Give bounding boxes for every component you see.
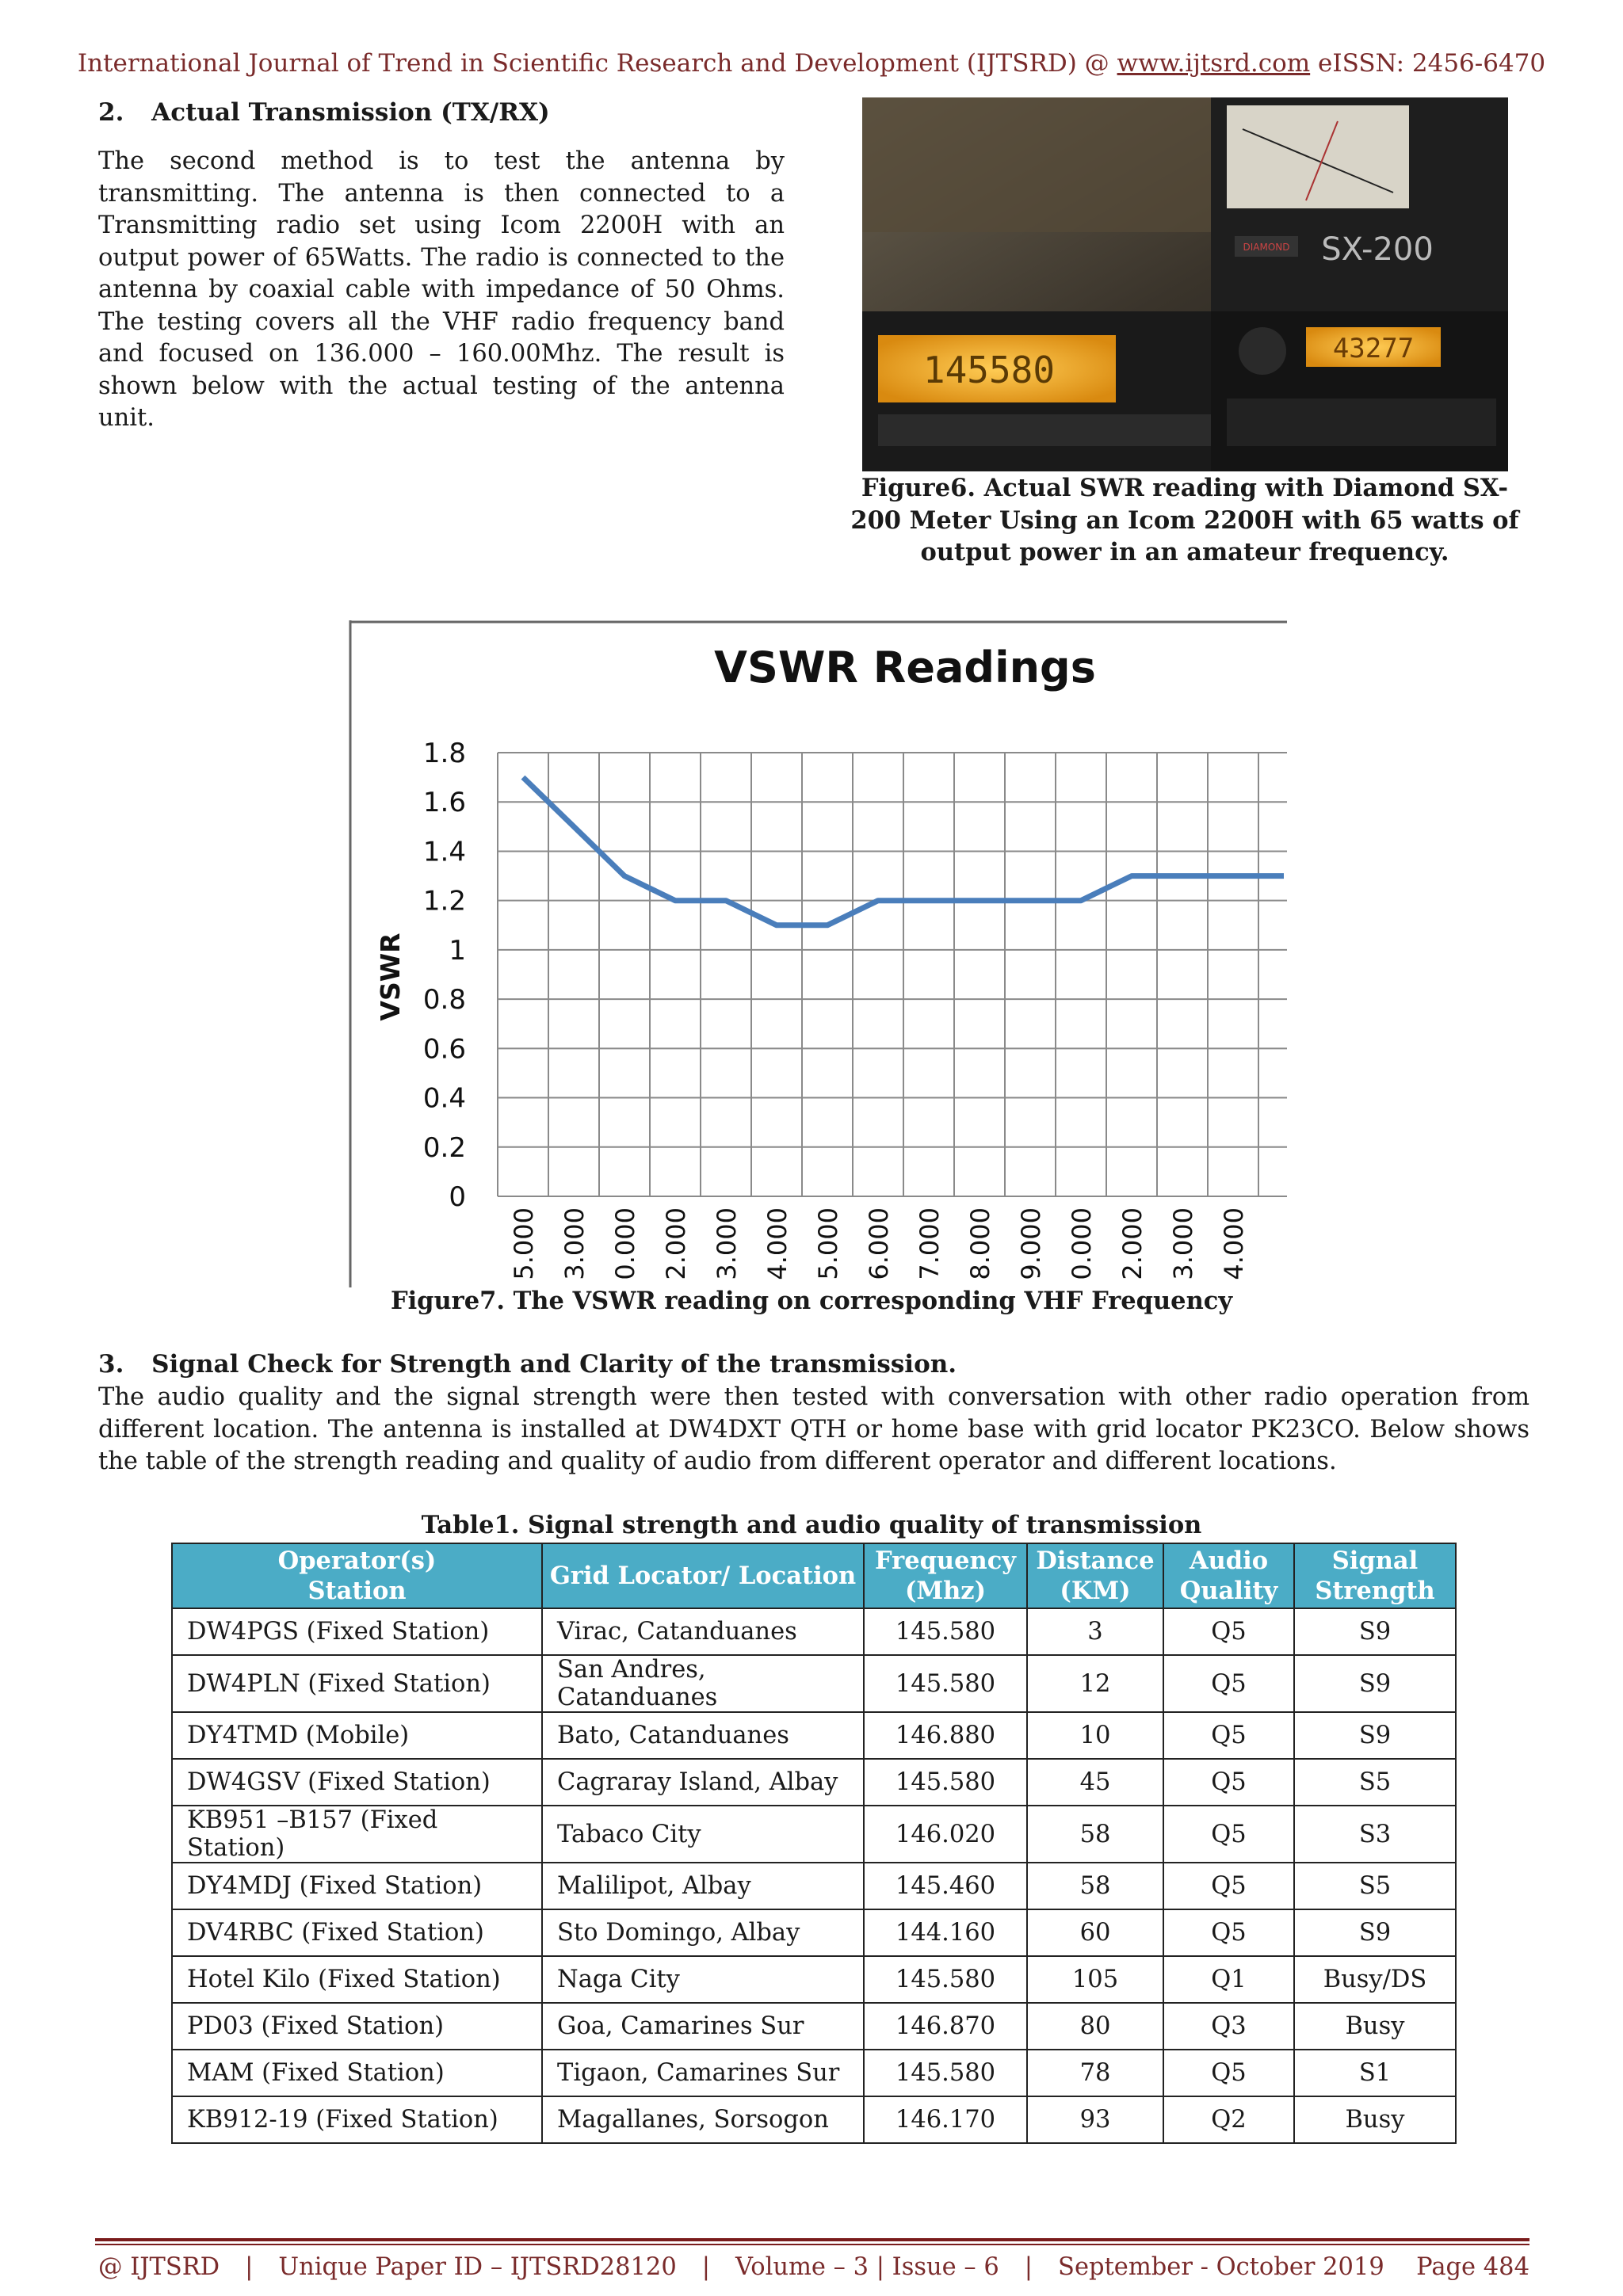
figure6-caption: Figure6. Actual SWR reading with Diamond SX-200 Meter Using an Icom 2200H with 65 watts of output power in an amateur frequency.	[850, 474, 1519, 566]
header-signal-line2: Strength	[1315, 1577, 1435, 1605]
journal-name: International Journal of Trend in Scientific Research and Development (IJTSRD) @	[77, 49, 1109, 78]
radio2-display: 43277	[1332, 333, 1415, 364]
frequency-cell: 146.170	[864, 2096, 1027, 2143]
audio-cell: Q3	[1163, 2003, 1294, 2050]
footer-rule	[95, 2238, 1529, 2241]
signal-table	[171, 1543, 1457, 2144]
section2-heading	[98, 98, 550, 127]
distance-cell: 10	[1027, 1712, 1163, 1759]
frequency-cell: 146.870	[864, 2003, 1027, 2050]
table-row	[172, 1712, 1456, 1759]
audio-cell: Q5	[1163, 1806, 1294, 1863]
table-row	[172, 1909, 1456, 1956]
distance-cell: 60	[1027, 1909, 1163, 1956]
table-row	[172, 1863, 1456, 1909]
audio-cell: Q5	[1163, 1608, 1294, 1655]
operator-cell: DY4MDJ (Fixed Station)	[172, 1863, 542, 1909]
footer-left: @ IJTSRD	[98, 2253, 220, 2281]
header-distance-line2: (KM)	[1060, 1577, 1131, 1605]
table-row	[172, 1655, 1456, 1712]
location-cell: Tigaon, Camarines Sur	[542, 2050, 864, 2096]
radio-photo	[862, 97, 1508, 471]
signal-cell: Busy/DS	[1294, 1956, 1456, 2003]
chart-y-tick-label: 1.2	[422, 885, 466, 917]
vswr-chart	[349, 620, 1287, 1287]
table-row	[172, 1608, 1456, 1655]
distance-cell: 12	[1027, 1655, 1163, 1712]
distance-cell: 58	[1027, 1806, 1163, 1863]
operator-cell: KB951 –B157 (Fixed Station)	[172, 1806, 542, 1863]
operator-cell: KB912-19 (Fixed Station)	[172, 2096, 542, 2143]
header-audio-line2: Quality	[1179, 1577, 1278, 1605]
chart-y-tick-label: 1.6	[422, 787, 466, 819]
header-location-line1: Grid Locator/ Location	[549, 1562, 857, 1590]
chart-y-tick-label: 1	[449, 934, 466, 967]
signal-cell: Busy	[1294, 2096, 1456, 2143]
distance-cell: 93	[1027, 2096, 1163, 2143]
signal-cell: Busy	[1294, 2003, 1456, 2050]
operator-cell: DY4TMD (Mobile)	[172, 1712, 542, 1759]
chart-x-tick-label: 4.000	[1219, 1207, 1249, 1280]
operator-cell: DW4GSV (Fixed Station)	[172, 1759, 542, 1806]
section3-heading	[98, 1350, 957, 1379]
chart-x-tick-label: 3.000	[559, 1207, 590, 1280]
header-operator	[172, 1543, 542, 1608]
footer-rule-thin	[95, 2244, 1529, 2245]
header-audio-line1: Audio	[1189, 1547, 1269, 1575]
chart-x-tick-label: 6.000	[864, 1207, 894, 1280]
header-location	[542, 1543, 864, 1608]
section2-body: The second method is to test the antenna by transmitting. The antenna is then connected to a Transmitting radio set using Icom 2200H with an output power of 65Watts. The radio is connected to the antenna by coaxial cable with impedance of 50 Ohms. The testing covers all the VHF radio frequency band and focused on 136.000 – 160.00Mhz. The result is shown below with the actual testing of the antenna unit.	[98, 147, 785, 432]
chart-x-tick-label: 9.000	[1016, 1207, 1046, 1280]
audio-cell: Q5	[1163, 1909, 1294, 1956]
frequency-cell: 144.160	[864, 1909, 1027, 1956]
distance-cell: 105	[1027, 1956, 1163, 2003]
frequency-cell: 145.580	[864, 2050, 1027, 2096]
frequency-cell: 145.580	[864, 1956, 1027, 2003]
journal-issn: eISSN: 2456-6470	[1318, 49, 1546, 78]
table-title: Table1. Signal strength and audio quality of transmission	[421, 1511, 1202, 1539]
section3-number: 3.	[98, 1350, 124, 1379]
footer-volume: Volume – 3 | Issue – 6	[735, 2253, 999, 2281]
location-cell: Sto Domingo, Albay	[542, 1909, 864, 1956]
header-distance-line1: Distance	[1036, 1547, 1155, 1575]
chart-y-tick-label: 0.6	[422, 1033, 466, 1066]
chart-x-tick-label: 3.000	[1168, 1207, 1198, 1280]
section2-title: Actual Transmission (TX/RX)	[151, 98, 550, 127]
chart-x-tick-label: 4.000	[762, 1207, 792, 1280]
header-audio	[1163, 1543, 1294, 1608]
operator-cell: MAM (Fixed Station)	[172, 2050, 542, 2096]
header-frequency	[864, 1543, 1027, 1608]
section3-title: Signal Check for Strength and Clarity of the transmission.	[151, 1350, 957, 1379]
audio-cell: Q5	[1163, 1759, 1294, 1806]
section2-number: 2.	[98, 98, 124, 127]
operator-cell: PD03 (Fixed Station)	[172, 2003, 542, 2050]
table-header-row	[172, 1543, 1456, 1608]
frequency-cell: 146.020	[864, 1806, 1027, 1863]
header-operator-line2: Station	[307, 1577, 407, 1605]
figure7-caption: Figure7. The VSWR reading on corresponding VHF Frequency	[390, 1287, 1233, 1315]
operator-cell: DW4PLN (Fixed Station)	[172, 1655, 542, 1712]
chart-title: VSWR Readings	[714, 643, 1096, 692]
location-cell: Magallanes, Sorsogon	[542, 2096, 864, 2143]
chart-x-tick-label: 8.000	[965, 1207, 995, 1280]
header-distance	[1027, 1543, 1163, 1608]
chart-y-tick-label: 1.4	[422, 836, 466, 868]
frequency-cell: 145.580	[864, 1608, 1027, 1655]
distance-cell: 78	[1027, 2050, 1163, 2096]
header-signal-line1: Signal	[1331, 1547, 1419, 1575]
operator-cell: DW4PGS (Fixed Station)	[172, 1608, 542, 1655]
location-cell: San Andres, Catanduanes	[542, 1655, 864, 1712]
signal-cell: S9	[1294, 1608, 1456, 1655]
distance-cell: 58	[1027, 1863, 1163, 1909]
location-cell: Malilipot, Albay	[542, 1863, 864, 1909]
table-row	[172, 1759, 1456, 1806]
chart-x-tick-label: 2.000	[661, 1207, 691, 1280]
audio-cell: Q1	[1163, 1956, 1294, 2003]
chart-x-tick-label: 3.000	[712, 1207, 742, 1280]
chart-x-tick-label: 7.000	[915, 1207, 945, 1280]
operator-cell: Hotel Kilo (Fixed Station)	[172, 1956, 542, 2003]
location-cell: Naga City	[542, 1956, 864, 2003]
signal-cell: S5	[1294, 1759, 1456, 1806]
chart-x-tick-label: 0.000	[1067, 1207, 1097, 1280]
signal-cell: S9	[1294, 1712, 1456, 1759]
location-cell: Tabaco City	[542, 1806, 864, 1863]
location-cell: Bato, Catanduanes	[542, 1712, 864, 1759]
chart-y-tick-label: 0.8	[422, 984, 466, 1016]
location-cell: Virac, Catanduanes	[542, 1608, 864, 1655]
footer-paper-id: Unique Paper ID – IJTSRD28120	[278, 2253, 677, 2281]
chart-x-tick-label: 5.000	[509, 1207, 539, 1280]
signal-cell: S1	[1294, 2050, 1456, 2096]
audio-cell: Q5	[1163, 1712, 1294, 1759]
footer-date: September - October 2019	[1058, 2253, 1384, 2281]
table-row	[172, 1956, 1456, 2003]
frequency-cell: 145.580	[864, 1655, 1027, 1712]
location-cell: Cagraray Island, Albay	[542, 1759, 864, 1806]
section3-body: The audio quality and the signal strength were then tested with conversation with other radio operation from different location. The antenna is installed at DW4DXT QTH or home base with grid locator PK23CO. Below shows the table of the strength reading and quality of audio from different operator and different locations.	[98, 1383, 1529, 1475]
audio-cell: Q5	[1163, 2050, 1294, 2096]
journal-header	[0, 49, 1623, 78]
frequency-cell: 145.580	[864, 1759, 1027, 1806]
audio-cell: Q2	[1163, 2096, 1294, 2143]
meter-model: SX-200	[1321, 231, 1434, 268]
distance-cell: 80	[1027, 2003, 1163, 2050]
meter-brand: DIAMOND	[1243, 242, 1290, 253]
chart-x-tick-label: 0.000	[610, 1207, 640, 1280]
location-cell: Goa, Camarines Sur	[542, 2003, 864, 2050]
audio-cell: Q5	[1163, 1655, 1294, 1712]
distance-cell: 45	[1027, 1759, 1163, 1806]
chart-y-tick-label: 0.4	[422, 1082, 466, 1115]
operator-cell: DV4RBC (Fixed Station)	[172, 1909, 542, 1956]
table-row	[172, 1806, 1456, 1863]
footer-page-number: Page 484	[1416, 2253, 1529, 2281]
page-footer: @ IJTSRD | Unique Paper ID – IJTSRD28120 | Volume – 3 | Issue – 6 | September - October 2019 Page 484	[98, 2253, 1529, 2281]
signal-cell: S5	[1294, 1863, 1456, 1909]
table-row	[172, 2050, 1456, 2096]
chart-y-tick-label: 0.2	[422, 1131, 466, 1164]
table-row	[172, 2096, 1456, 2143]
chart-x-tick-label: 2.000	[1117, 1207, 1148, 1280]
signal-cell: S9	[1294, 1909, 1456, 1956]
chart-y-tick-label: 1.8	[422, 738, 466, 769]
header-operator-line1: Operator(s)	[277, 1547, 437, 1575]
journal-url-link[interactable]: www.ijtsrd.com	[1117, 49, 1311, 78]
chart-y-tick-label: 0	[449, 1181, 466, 1213]
table-row	[172, 2003, 1456, 2050]
signal-cell: S9	[1294, 1655, 1456, 1712]
header-frequency-line2: (Mhz)	[904, 1577, 987, 1605]
distance-cell: 3	[1027, 1608, 1163, 1655]
frequency-cell: 145.460	[864, 1863, 1027, 1909]
header-frequency-line1: Frequency	[875, 1547, 1016, 1575]
signal-cell: S3	[1294, 1806, 1456, 1863]
chart-y-axis-label: VSWR	[375, 933, 406, 1021]
audio-cell: Q5	[1163, 1863, 1294, 1909]
frequency-cell: 146.880	[864, 1712, 1027, 1759]
chart-x-tick-label: 5.000	[813, 1207, 843, 1280]
header-signal	[1294, 1543, 1456, 1608]
radio1-display: 145580	[922, 349, 1056, 391]
